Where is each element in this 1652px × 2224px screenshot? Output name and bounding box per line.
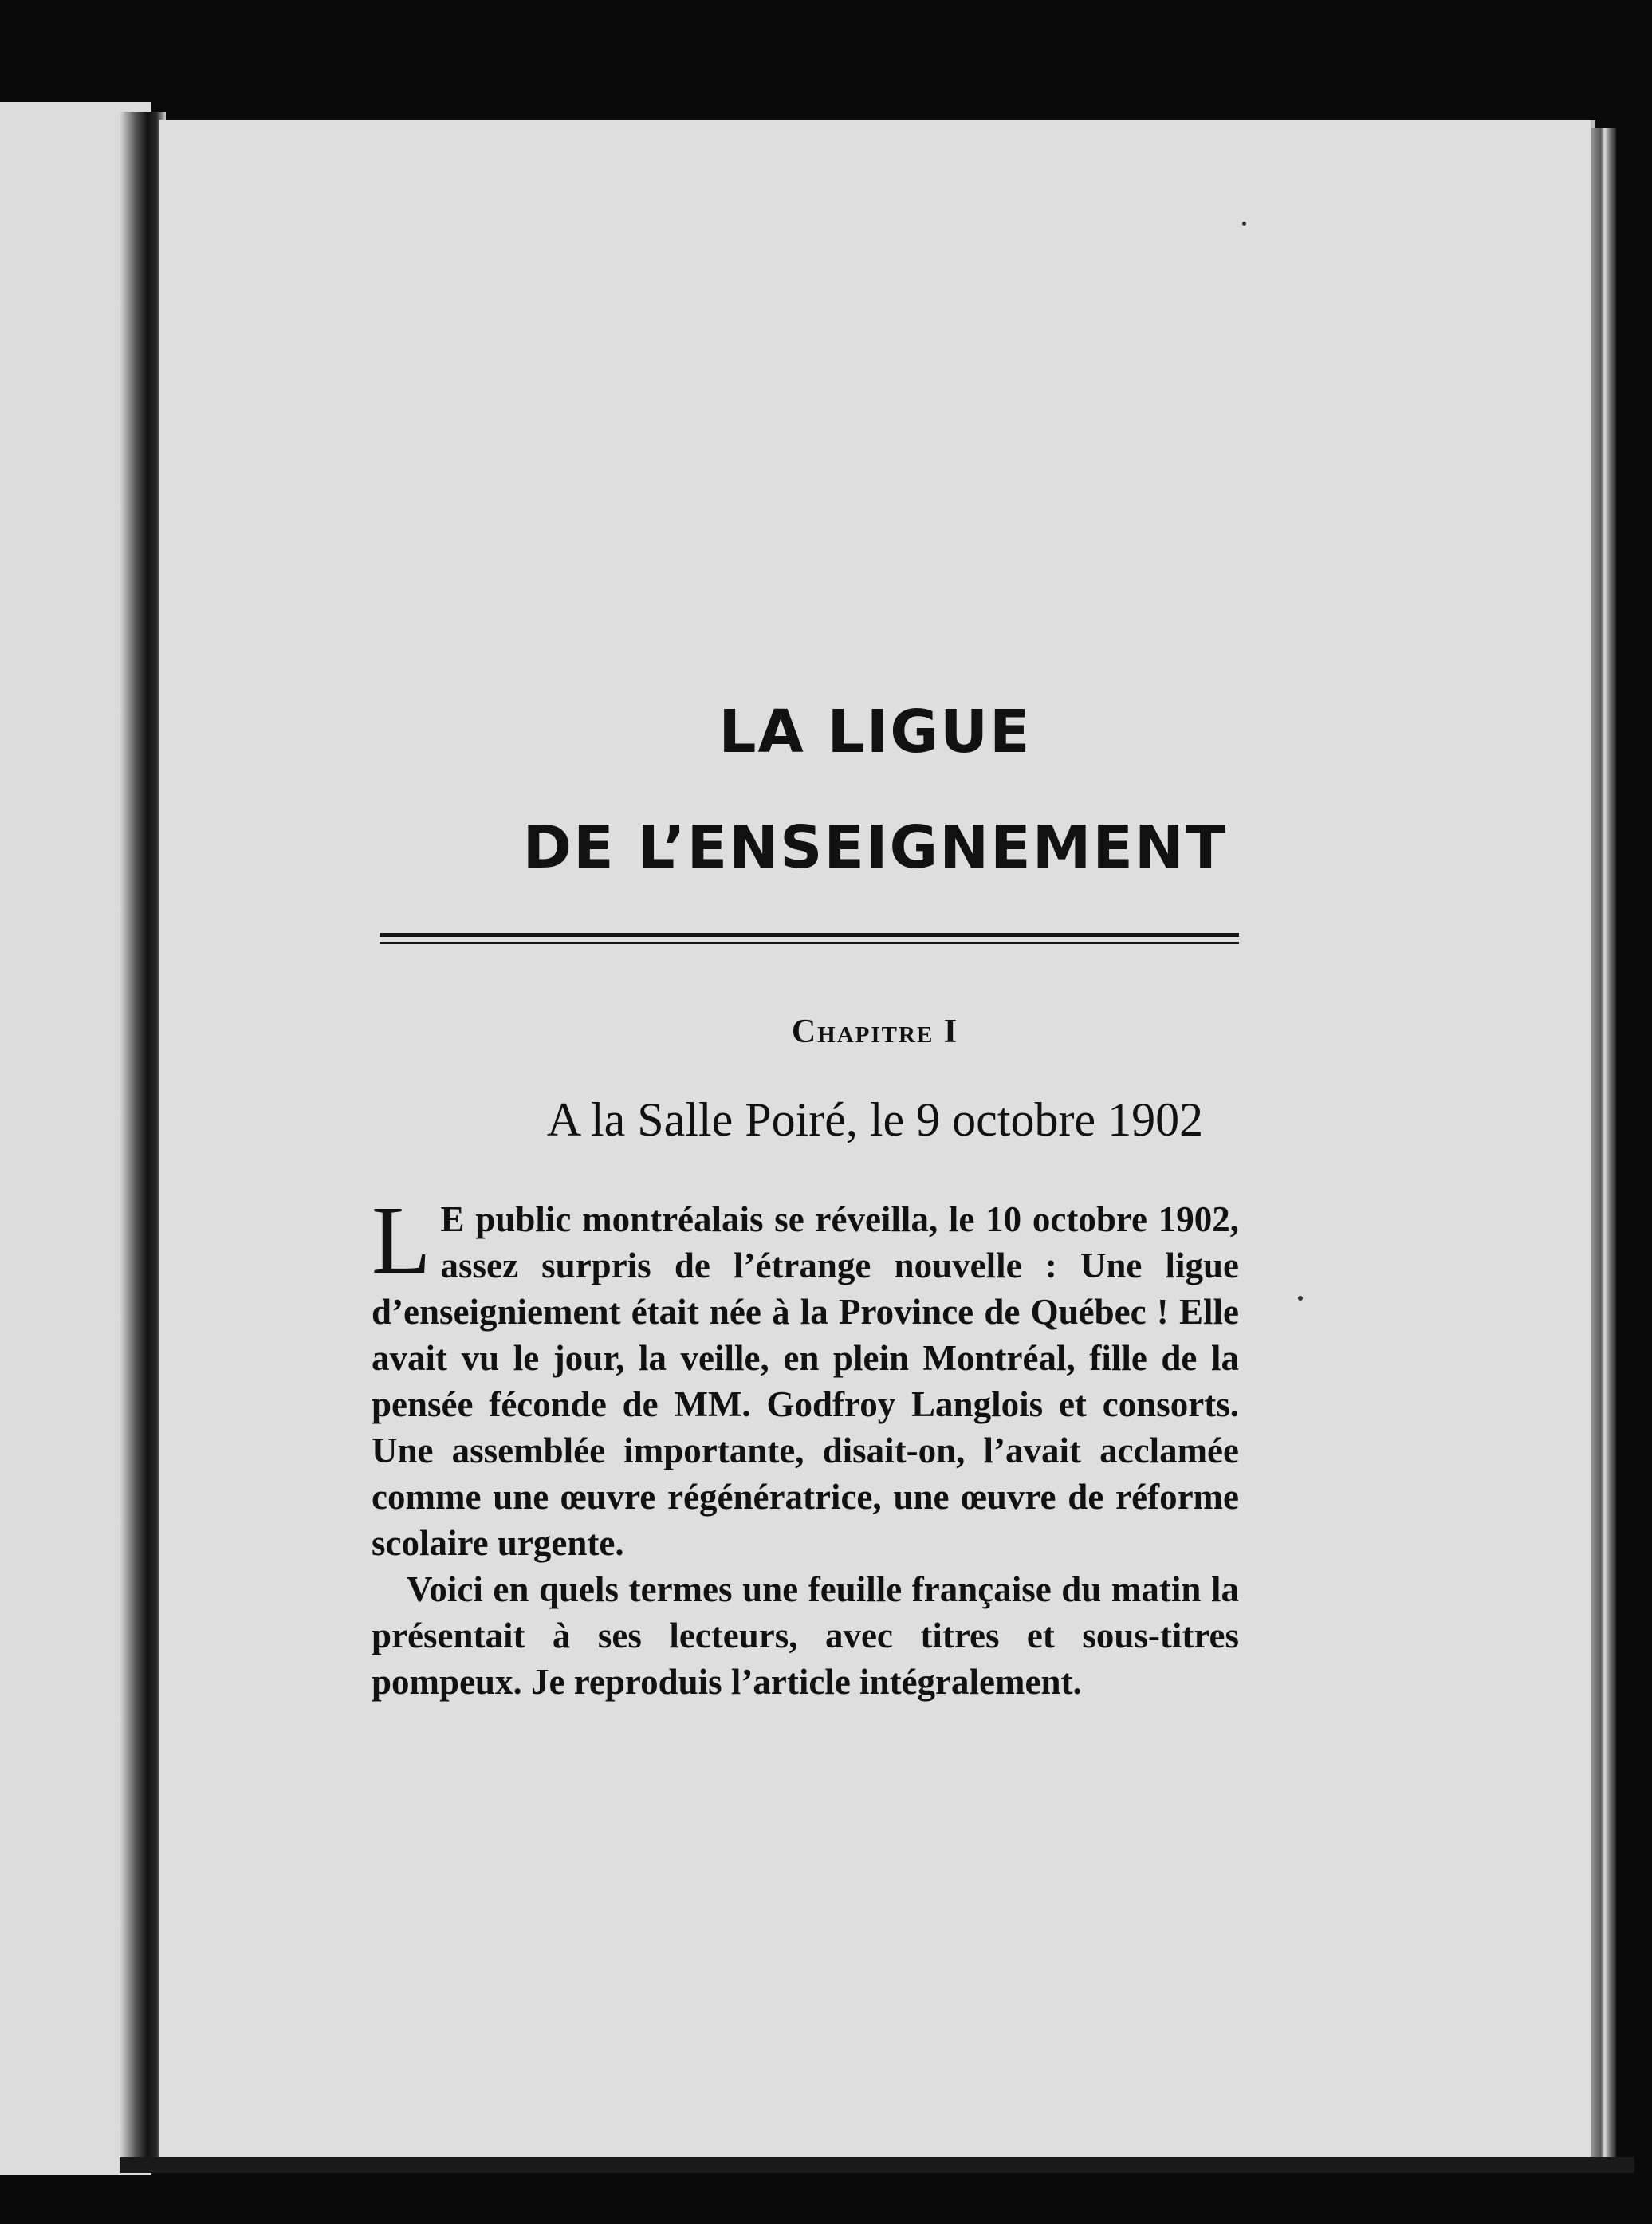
chapter-heading: A la Salle Poiré, le 9 octobre 1902 xyxy=(546,1093,1204,1146)
double-rule-bottom xyxy=(380,942,1239,944)
paragraph-1 xyxy=(372,1187,1239,1566)
paragraph-1-text: E public montréalais se réveilla, le 10 octobre 1902, assez surpris de l’étrange nouvelle : Une ligue d’enseigniement était née à la Province de Québec ! Elle avait vu le jour, la veille, en plein Montréal, fille de la pensée féconde de MM. Godfroy Langlois et consorts. Une assemblée importante, disait-on, l’avait acclamée comme une œuvre régénératrice, une œuvre de réforme scolaire urgente. xyxy=(372,1199,1239,1563)
body-text xyxy=(372,1187,1239,1705)
paragraph-2: Voici en quels termes une feuille française du matin la présentait à ses lecteurs, avec titres et sous-titres pompeux. Je reproduis l’article intégralement. xyxy=(372,1569,1239,1702)
dust-speck xyxy=(1242,222,1246,226)
bottom-shadow xyxy=(120,2157,1634,2173)
chapter-label: Chapitre I xyxy=(791,1014,959,1050)
double-rule-top xyxy=(380,933,1239,937)
title-line-1: LA LIGUE xyxy=(718,698,1032,766)
dust-speck xyxy=(1298,1296,1303,1301)
title-line-2: DE L’ENSEIGNEMENT xyxy=(522,813,1228,882)
drop-cap: L xyxy=(372,1187,431,1294)
page-edge xyxy=(1591,128,1616,2165)
